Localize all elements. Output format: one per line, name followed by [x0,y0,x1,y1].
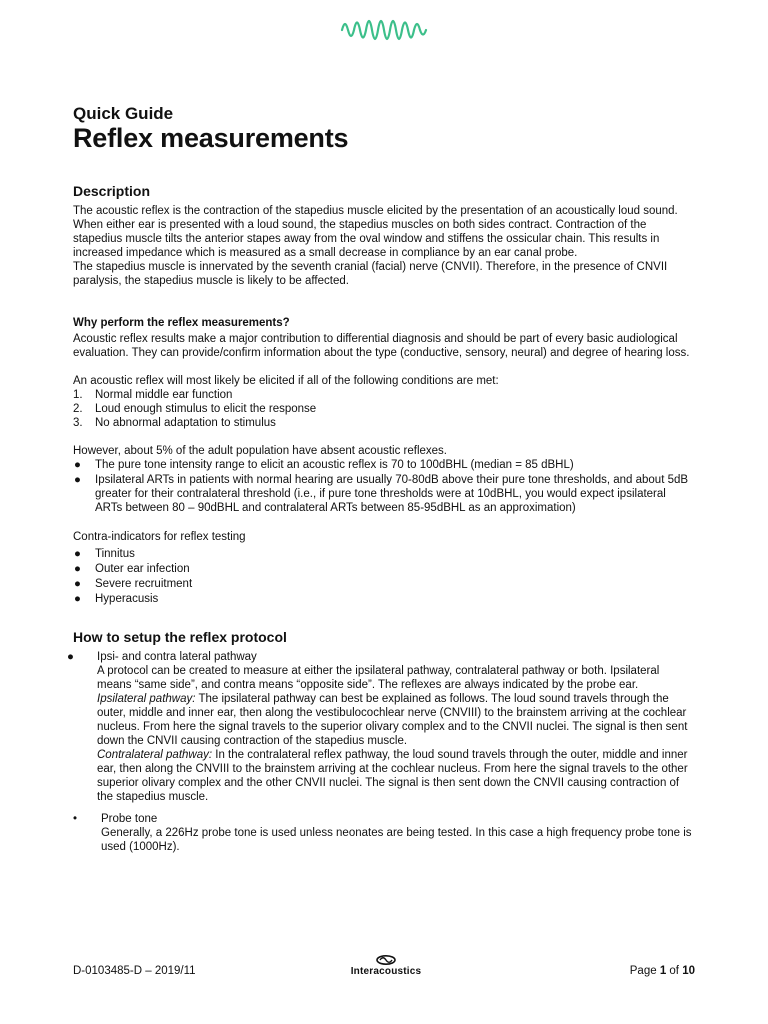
why-section [73,316,693,606]
list-item: 1. Normal middle ear function [73,389,233,401]
description-paragraph: The stapedius muscle is innervated by the seventh cranial (facial) nerve (CNVII). Therefore, in the presence of CNVII paralysis, the stapedius muscle is likely to be affected. [73,261,668,287]
interacoustics-wave-icon [340,18,430,42]
list-item: ● Tinnitus [74,548,135,560]
list-item: ● Ipsilateral ARTs in patients with normal hearing are usually 70-80dB above their pure tone thresholds, and about 5dB greater for their contralateral threshold (i.e., if pure tone thresholds were at 10dBHL, you would expect ipsilateral ARTs between 80 – 90dBHL and contralateral ARTs between 85-95dBHL as an approximation) [74,474,689,514]
contra-indicators-list [73,547,693,606]
brand-name: Interacoustics [350,966,422,977]
list-item: 3. No abnormal adaptation to stimulus [73,417,276,429]
why-heading: Why perform the reflex measurements? [73,317,290,329]
list-item: ● Severe recruitment [74,578,193,590]
list-item: ● Ipsi- and contra lateral pathway A protocol can be created to measure at either the ipsilateral pathway, contralateral pathway or both. Ipsilateral means “same side”, and contra means “opposite side”. The reflexes are always indicated by the probe ear. Ipsilateral pathway: The ipsilateral pathway can best be explained as follows. The loud sound travels through the outer, middle and inner ear, then along the vestibulocochlear nerve (CNVIII) to the brainstem arriving at the cochlear nucleus. From here the signal travels to the superior olivary complex and to the CNVII nuclei. The signal is then sent down the CNVII causing contraction of the stapedius muscle. Contralateral pathway: In the contralateral reflex pathway, the loud sound travels through the outer, middle and inner ear, then along the CNVIII to the brainstem arriving at the cochlear nucleus. From here the signal travels to the other superior olivary complex and the other CNVII nuclei. The signal is then sent down the CNVII causing contraction of the stapedius muscle. [67,651,688,803]
description-heading: Description [73,183,151,199]
conditions-intro: An acoustic reflex will most likely be elicited if all of the following conditions are met: [73,375,499,387]
document-id: D-0103485-D – 2019/11 [73,965,196,977]
brand-logo [338,955,434,977]
contra-indicators-heading: Contra-indicators for reflex testing [73,531,246,543]
conditions-list [73,388,693,430]
document-body [67,183,693,855]
setup-section [67,629,693,854]
bullet-icon: ● [74,474,81,486]
page-number: Page 1 of 10 [629,965,695,977]
bullet-icon: ● [74,548,81,560]
list-item: ● Hyperacusis [74,593,159,605]
description-paragraph: The acoustic reflex is the contraction of the stapedius muscle elicited by the presentation of an acoustically loud sound. When either ear is presented with a loud sound, the stapedius muscles on both sides contract. Contraction of the stapedius muscle tilts the anterior stapes away from the oval window and stiffens the ossicular chain. This results in increased impedance which is measured as a small decrease in compliance by an ear canal probe. [73,205,678,259]
interacoustics-logo-icon [376,955,396,965]
bullet-icon: ● [74,593,81,605]
document-subtitle: Quick Guide [73,104,174,123]
document-title: Reflex measurements [73,123,349,153]
bullet-icon: • [73,813,78,825]
setup-heading: How to setup the reflex protocol [73,629,287,645]
bullet-icon: ● [74,563,81,575]
bullet-icon: ● [74,459,81,471]
bullet-icon: ● [67,651,74,663]
why-paragraph: Acoustic reflex results make a major contribution to differential diagnosis and should be part of every basic audiological evaluation. They can provide/confirm information about the type (conductive, sensory, neural) and degree of hearing loss. [73,333,690,359]
setup-list [67,650,693,854]
list-item: ● The pure tone intensity range to elicit an acoustic reflex is 70 to 100dBHL (median = 85 dBHL) [74,459,574,471]
list-item: ● Outer ear infection [74,563,190,575]
list-item: • Probe tone Generally, a 226Hz probe tone is used unless neonates are being tested. In this case a high frequency probe tone is used (1000Hz). [73,813,692,853]
description-section [73,183,693,288]
why-paragraph: However, about 5% of the adult population have absent acoustic reflexes. [73,445,447,457]
bullet-icon: ● [74,578,81,590]
list-item: 2. Loud enough stimulus to elicit the response [73,403,317,415]
threshold-bullets [73,458,693,515]
